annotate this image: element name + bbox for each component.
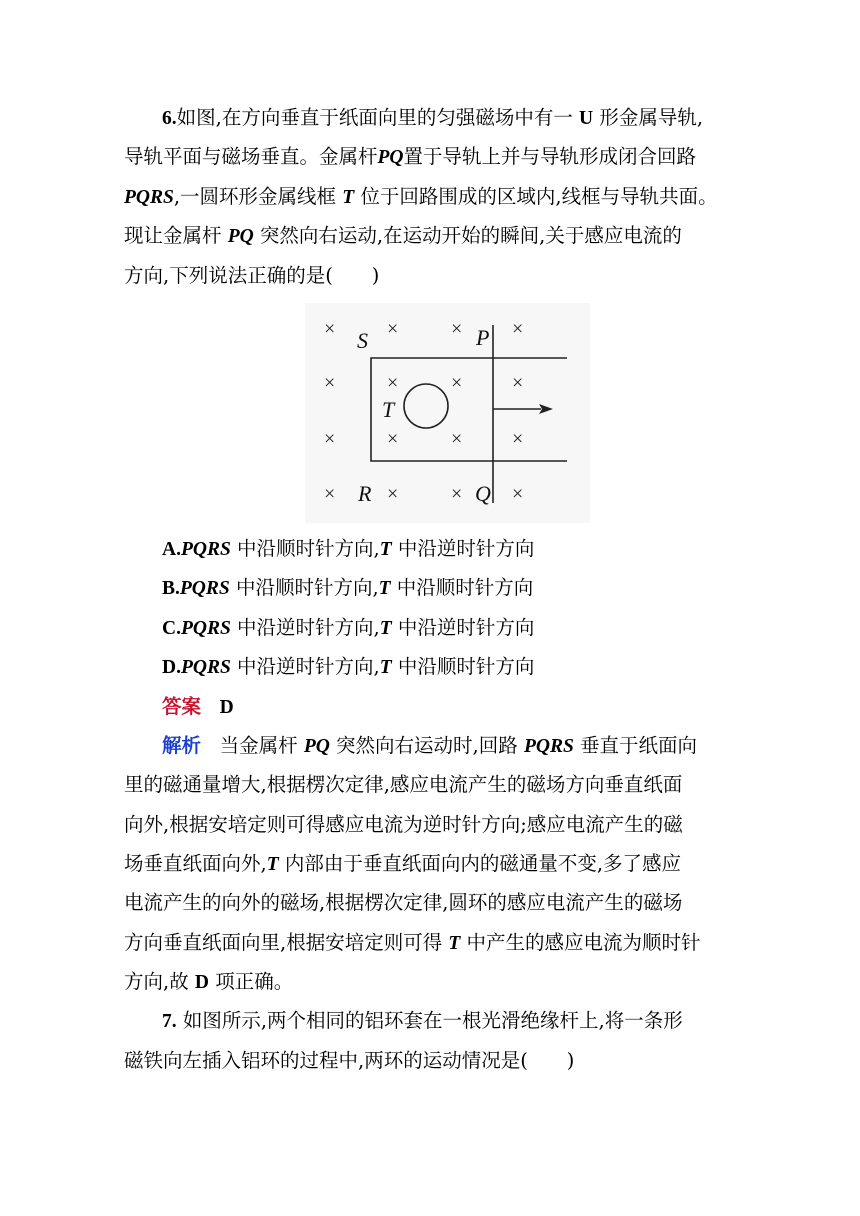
label-q: Q — [475, 481, 491, 506]
answer-value: D — [219, 697, 234, 718]
q7-line-1: 7. 如图所示,两个相同的铝环套在一根光滑绝缘杆上,将一条形 — [162, 1009, 683, 1032]
label-t: T — [382, 397, 395, 422]
magnetic-field-figure — [305, 303, 590, 523]
field-cross: × — [451, 483, 463, 505]
field-cross: × — [512, 428, 524, 450]
option-a[interactable]: A.PQRS 中沿顺时针方向,T 中沿逆时针方向 — [162, 537, 535, 560]
field-cross: × — [324, 428, 336, 450]
field-cross: × — [512, 372, 524, 394]
q6-line-3: PQRS,一圆环形金属线框 T 位于回路围成的区域内,线框与导轨共面。 — [124, 185, 718, 208]
option-b[interactable]: B.PQRS 中沿顺时针方向,T 中沿顺时针方向 — [162, 576, 534, 599]
field-cross: × — [451, 428, 463, 450]
analysis-label: 解析 — [162, 734, 202, 757]
answer-line — [162, 692, 234, 723]
analysis-line-5: 电流产生的向外的磁场,根据楞次定律,圆环的感应电流产生的磁场 — [124, 891, 683, 914]
field-cross: × — [451, 318, 463, 340]
field-cross: × — [387, 428, 399, 450]
analysis-line-6: 方向垂直纸面向里,根据安培定则可得 T 中产生的感应电流为顺时针 — [124, 931, 701, 954]
analysis-line-7: 方向,故 D 项正确。 — [124, 970, 294, 993]
option-d[interactable]: D.PQRS 中沿逆时针方向,T 中沿顺时针方向 — [162, 655, 535, 678]
q7-line-2: 磁铁向左插入铝环的过程中,两环的运动情况是( ) — [124, 1049, 575, 1072]
answer-label: 答案 — [162, 695, 202, 718]
label-r: R — [358, 481, 372, 506]
q6-line-4: 现让金属杆 PQ 突然向右运动,在运动开始的瞬间,关于感应电流的 — [124, 224, 682, 247]
analysis-line-2: 里的磁通量增大,根据楞次定律,感应电流产生的磁场方向垂直纸面 — [124, 773, 683, 796]
field-cross: × — [324, 483, 336, 505]
field-cross: × — [512, 318, 524, 340]
field-cross: × — [512, 483, 524, 505]
field-cross: × — [387, 483, 399, 505]
q6-line-5: 方向,下列说法正确的是( ) — [124, 264, 380, 287]
field-cross: × — [387, 318, 399, 340]
label-s: S — [357, 328, 368, 353]
analysis-line-4: 场垂直纸面向外,T 内部由于垂直纸面向内的磁通量不变,多了感应 — [124, 852, 682, 875]
field-cross: × — [387, 372, 399, 394]
q6-line-2: 导轨平面与磁场垂直。金属杆PQ置于导轨上并与导轨形成闭合回路 — [124, 145, 697, 168]
field-cross: × — [324, 318, 336, 340]
option-c[interactable]: C.PQRS 中沿逆时针方向,T 中沿逆时针方向 — [162, 616, 535, 639]
field-cross: × — [451, 372, 463, 394]
q6-line-1: 6.如图,在方向垂直于纸面向里的匀强磁场中有一 U 形金属导轨, — [162, 106, 704, 129]
label-p: P — [476, 325, 490, 350]
analysis-line-1: 解析 当金属杆 PQ 突然向右运动时,回路 PQRS 垂直于纸面向 — [162, 734, 698, 757]
field-cross: × — [324, 372, 336, 394]
analysis-line-3: 向外,根据安培定则可得感应电流为逆时针方向;感应电流产生的磁 — [124, 813, 683, 836]
